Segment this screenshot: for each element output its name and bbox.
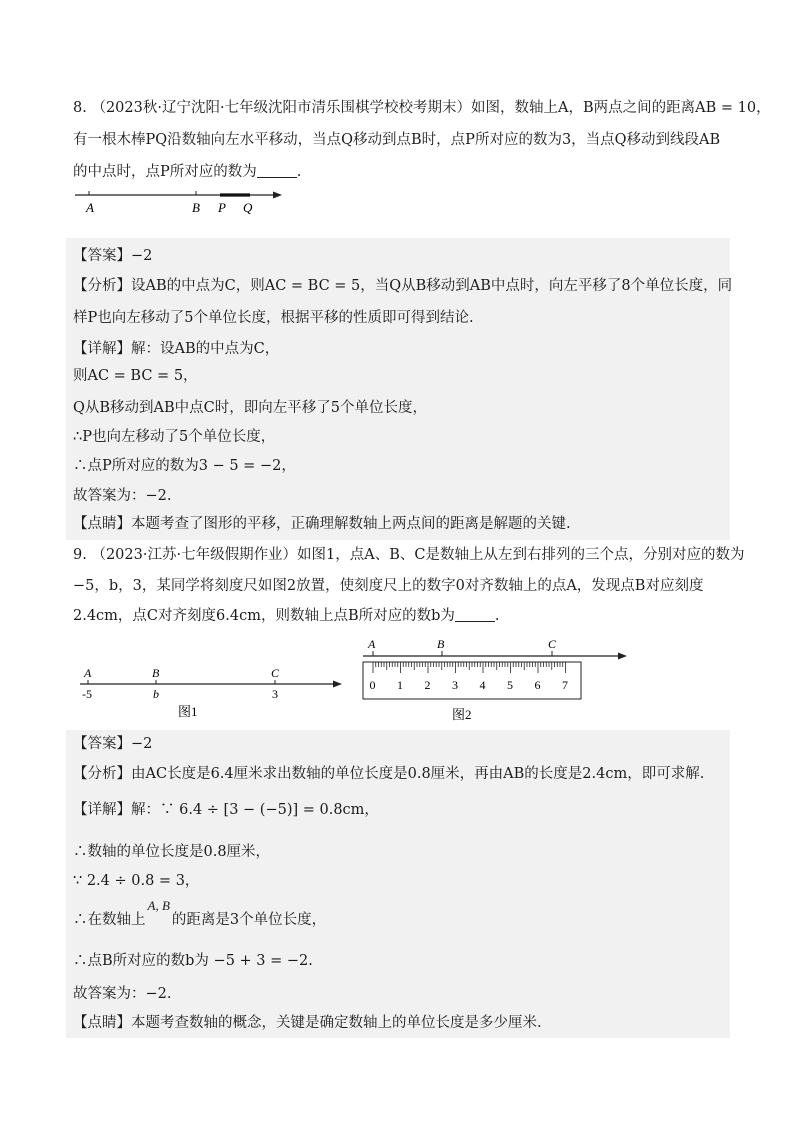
q8-number-line-figure [70, 186, 290, 220]
q8-detail-line2: 则AC = BC = 5， [73, 368, 198, 384]
q8-detail-line1: 【详解】解：设AB的中点为C， [73, 341, 280, 357]
q9-detail-line3: ∵ 2.4 ÷ 0.8 = 3， [73, 873, 200, 889]
q8-label-q: Q [243, 200, 253, 215]
q9-comment: 【点睛】本题考查数轴的概念，关键是确定数轴上的单位长度是多少厘米. [73, 1015, 542, 1031]
q8-answer-blank [257, 163, 297, 178]
fig2-axis-arrow [618, 653, 627, 660]
fig2-label-b: B [437, 637, 445, 651]
fig1-caption: 图1 [178, 704, 198, 719]
q8-analysis-line2: 样P也向左移动了5个单位长度，根据平移的性质即可得到结论. [73, 310, 474, 326]
fig1-label-c: C [271, 666, 280, 680]
q8-label-a: A [86, 200, 94, 215]
ruler-number: 0 [369, 678, 376, 692]
q8-axis-arrow [273, 192, 282, 199]
q9-detail-line4-text: ∴在数轴上 [73, 912, 146, 928]
fig2-label-c: C [548, 637, 557, 651]
q8-label-p: P [218, 200, 226, 215]
fig1-value-b: b [153, 687, 159, 701]
q9-answer: 【答案】−2 [73, 736, 153, 752]
ruler-number: 7 [562, 678, 568, 692]
q8-stem-line3-end: . [296, 164, 302, 180]
q9-detail-line2: ∴数轴的单位长度是0.8厘米， [73, 844, 271, 860]
q8-detail-line3: Q从B移动到AB中点C时，即向左平移了5个单位长度， [73, 400, 427, 416]
q9-stem-line3-end: . [494, 608, 500, 624]
ruler-number: 1 [397, 678, 403, 692]
q8-stem-line3-text: 的中点时，点P所对应的数为 [73, 164, 257, 180]
q8-comment: 【点睛】本题考查了图形的平移，正确理解数轴上两点间的距离是解题的关键. [73, 516, 571, 532]
ruler-number: 6 [534, 678, 541, 692]
fig1-label-a: A [84, 666, 92, 680]
q9-detail-line4-points: A, B [147, 898, 170, 913]
q8-answer: 【答案】−2 [73, 248, 153, 264]
q9-detail-line5: ∴点B所对应的数b为 −5 + 3 = −2. [73, 953, 313, 969]
q9-answer-blank [455, 607, 495, 622]
q8-stem-line2: 有一根木棒PQ沿数轴向左水平移动，当点Q移动到点B时，点P所对应的数为3，当点Q移动到线段AB [73, 132, 721, 148]
ruler-number: 3 [452, 678, 458, 692]
q9-detail-line4-end: 的距离是3个单位长度， [171, 912, 327, 928]
q8-stem-line1: 8. （2023秋·辽宁沈阳·七年级沈阳市清乐围棋学校校考期末）如图，数轴上A，B两点之间的距离AB = 10， [73, 100, 771, 116]
fig2-ruler [363, 662, 581, 699]
ruler-number: 4 [479, 678, 486, 692]
fig1-axis-arrow [333, 681, 342, 688]
q9-detail-line4 [73, 898, 327, 930]
fig1-value-c: 3 [272, 687, 278, 701]
q9-detail-line6: 故答案为：−2. [73, 986, 172, 1002]
q8-label-b: B [192, 200, 200, 215]
q9-figure-2 [355, 635, 635, 727]
fig2-caption: 图2 [452, 707, 472, 722]
q8-analysis-line1: 【分析】设AB的中点为C，则AC = BC = 5，当Q从B移动到AB中点时，向左平移了8个单位长度，同 [73, 278, 733, 294]
ruler-number: 5 [507, 678, 513, 692]
q8-stem-line3 [73, 162, 301, 182]
q9-figure-1 [72, 660, 347, 722]
fig1-value-a: -5 [82, 687, 92, 701]
fig2-label-a: A [368, 637, 376, 651]
q8-detail-line4: ∴P也向左移动了5个单位长度， [73, 429, 276, 445]
q9-stem-line3-text: 2.4cm，点C对齐刻度6.4cm，则数轴上点B所对应的数b为 [73, 608, 455, 624]
q9-stem-line1: 9. （2023·江苏·七年级假期作业）如图1，点A、B、C是数轴上从左到右排列的三个点，分别对应的数为 [73, 547, 745, 563]
q8-detail-line6: 故答案为：−2. [73, 488, 172, 504]
q8-detail-line5: ∴点P所对应的数为3 − 5 = −2， [73, 458, 296, 474]
q9-stem-line3 [73, 606, 500, 626]
q9-detail-line1: 【详解】解：∵ 6.4 ÷ [3 − (−5)] = 0.8cm， [73, 802, 379, 818]
q9-analysis: 【分析】由AC长度是6.4厘米求出数轴的单位长度是0.8厘米，再由AB的长度是2.4cm，即可求解. [73, 766, 705, 782]
fig1-label-b: B [152, 666, 160, 680]
ruler-number: 2 [424, 678, 431, 692]
q9-stem-line2: −5，b，3，某同学将刻度尺如图2放置，使刻度尺上的数字0对齐数轴上的点A，发现点B对应刻度 [73, 578, 704, 594]
